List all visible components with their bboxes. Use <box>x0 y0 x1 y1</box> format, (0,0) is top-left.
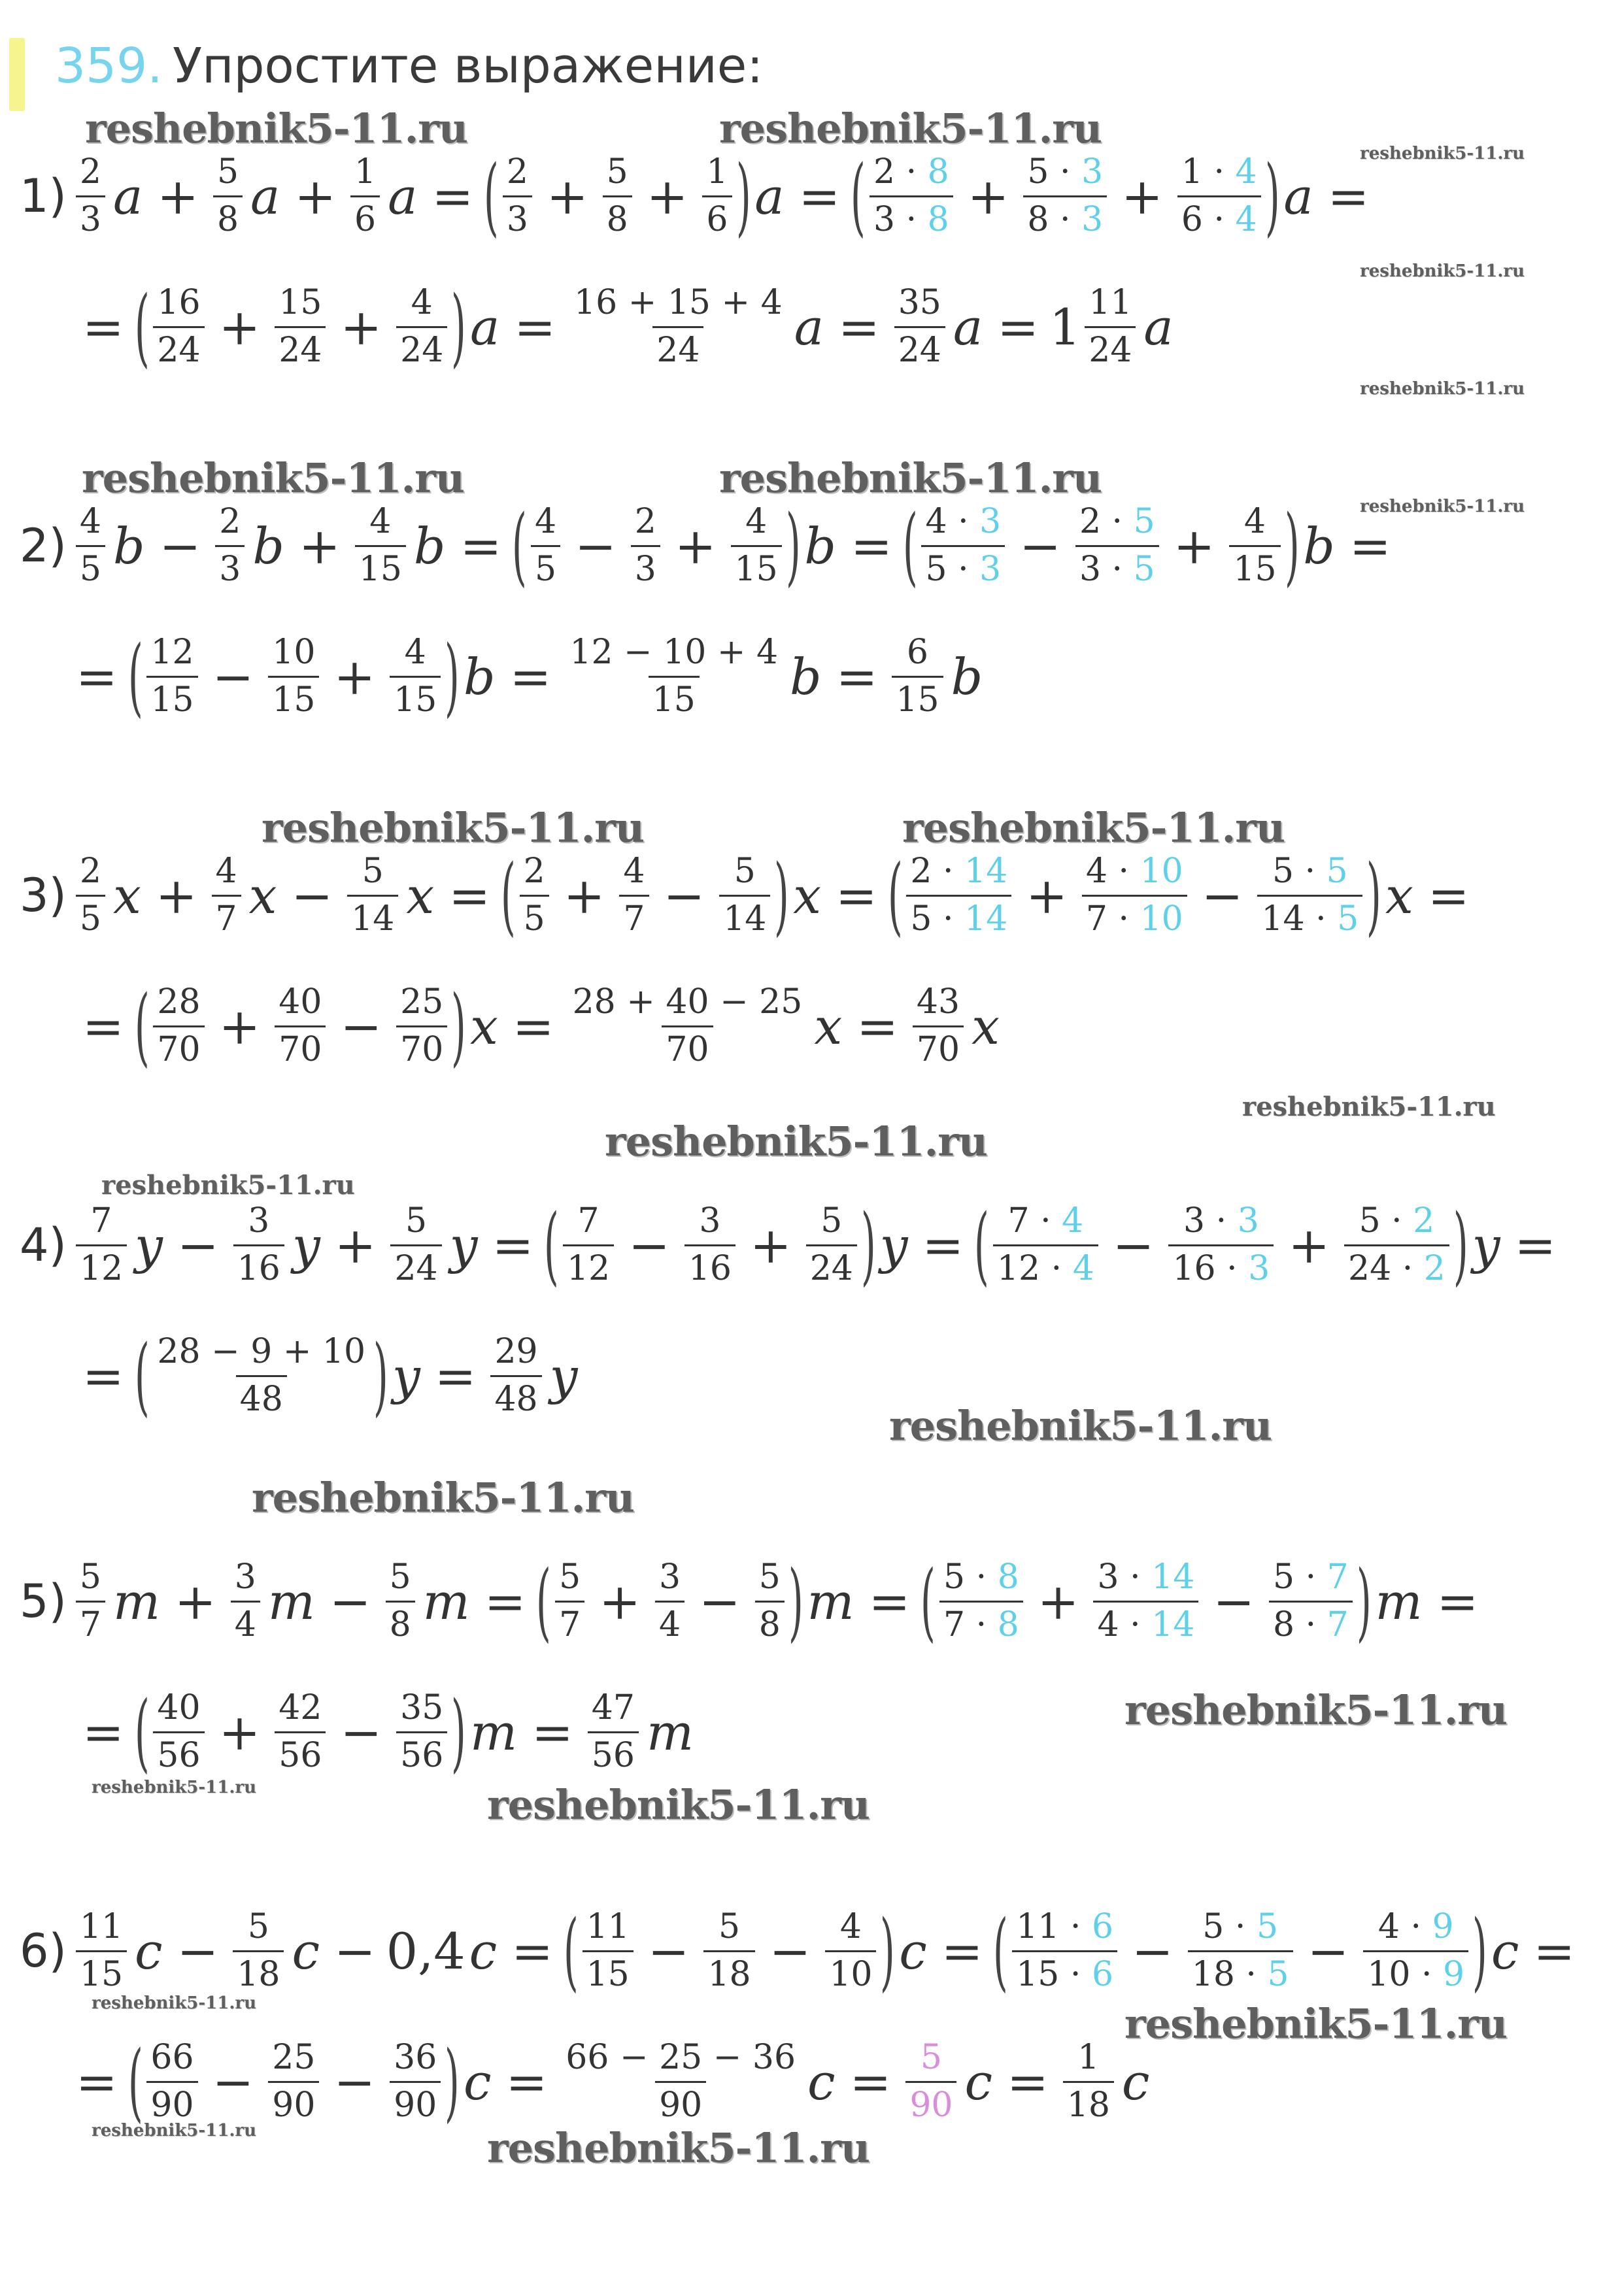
watermark: reshebnik5-11.ru <box>82 454 464 502</box>
solution-line-3b: = ( 28 70 + $\frac{40}{70}$ − $\frac{25}{70}$ ) x = $\frac{28 + 40 - 25}{70}$ x = $\frac{43}{70}$ x <box>82 976 1000 1076</box>
watermark: reshebnik5-11.ru <box>101 1170 355 1201</box>
watermark: reshebnik5-11.ru <box>902 804 1285 852</box>
watermark: reshebnik5-11.ru <box>1360 497 1525 516</box>
solution-line-6a: 6) 11 15 c − $\frac{5}{18}$ c − 0,4 c = ( 11 15 − $\frac{5}{18}$ − $\frac{4}{10}$ ) c = ( 11 · 6 15 · 6 − $\frac{5 \cdot 5}{18 \cdot 5}$ − $\frac{4 \cdot 9}{10 \cdot 9}$ ) c = <box>20 1901 1576 2001</box>
watermark: reshebnik5-11.ru <box>92 1778 257 1797</box>
watermark: reshebnik5-11.ru <box>1360 379 1525 399</box>
watermark: reshebnik5-11.ru <box>1360 144 1525 163</box>
header-accent-bar <box>9 38 25 111</box>
exercise-number: 359. <box>55 38 163 94</box>
solution-line-3a: 3) 2 5 x + $\frac{4}{7}$ x − $\frac{5}{14}$ x = ( 2 5 + $\frac{4}{7}$ − $\frac{5}{14}$ ) x = ( 2 · 14 5 · 14 + $\frac{4 \cdot 10}{7 \cdot 10}$ − $\frac{5 \cdot 5}{14 \cdot 5}$ ) x = <box>20 846 1470 945</box>
solution-line-5b: = ( 40 56 + $\frac{42}{56}$ − $\frac{35}{56}$ ) m = $\frac{47}{56}$ m <box>82 1682 694 1782</box>
watermark: reshebnik5-11.ru <box>1242 1091 1496 1122</box>
watermark: reshebnik5-11.ru <box>1124 1686 1507 1734</box>
watermark: reshebnik5-11.ru <box>605 1118 987 1165</box>
watermark: reshebnik5-11.ru <box>85 105 467 152</box>
watermark: reshebnik5-11.ru <box>262 804 644 852</box>
solution-line-1b: = ( 16 24 + $\frac{15}{24}$ + $\frac{4}{24}$ ) a = $\frac{16 + 15 + 4}{24}$ a = $\frac{35}{24}$ a = 1 11 24 a <box>82 277 1174 376</box>
watermark: reshebnik5-11.ru <box>719 454 1102 502</box>
watermark: reshebnik5-11.ru <box>92 2121 257 2140</box>
solution-line-4b: = ( 28 − 9 + 10 48 ) y = $\frac{29}{48}$ y <box>82 1326 578 1425</box>
solution-line-4a: 4) 7 12 y − $\frac{3}{16}$ y + $\frac{5}{24}$ y = ( 7 12 − $\frac{3}{16}$ + $\frac{5}{24}$ ) y = ( 7 · 4 12 · 4 − $\frac{3 \cdot 3}{16 \cdot 3}$ + $\frac{5 \cdot 2}{24 \cdot 2}$ ) y = <box>20 1195 1557 1295</box>
solution-line-6b: = ( 66 90 − $\frac{25}{90}$ − $\frac{36}{90}$ ) c = $\frac{66 - 25 - 36}{90}$ c = $\frac{5}{90}$ c = $\frac{1}{18}$ c <box>76 2032 1150 2131</box>
watermark: reshebnik5-11.ru <box>487 2124 870 2172</box>
watermark: reshebnik5-11.ru <box>719 105 1102 152</box>
exercise-title: Упростите выражение: <box>173 38 764 94</box>
watermark: reshebnik5-11.ru <box>92 1993 257 2013</box>
watermark: reshebnik5-11.ru <box>889 1402 1272 1450</box>
watermark: reshebnik5-11.ru <box>487 1781 870 1829</box>
watermark: reshebnik5-11.ru <box>1360 261 1525 281</box>
watermark: reshebnik5-11.ru <box>1124 2000 1507 2048</box>
exercise-header <box>0 31 915 111</box>
solution-line-5a: 5) 5 7 m + $\frac{3}{4}$ m − $\frac{5}{8}$ m = ( 5 7 + $\frac{3}{4}$ − $\frac{5}{8}$ ) m = ( 5 · 8 7 · 8 + $\frac{3 \cdot 14}{4 \cdot 14}$ − $\frac{5 \cdot 7}{8 \cdot 7}$ ) m = <box>20 1552 1479 1651</box>
watermark: reshebnik5-11.ru <box>252 1474 634 1522</box>
solution-line-2b: = ( 12 15 − $\frac{10}{15}$ + $\frac{4}{15}$ ) b = $\frac{12 - 10 + 4}{15}$ b = $\frac{6}{15}$ b <box>76 627 983 726</box>
solution-line-1a: 1) 2 3 a + $\frac{5}{8}$ a + $\frac{1}{6}$ a = ( 2 3 + $\frac{5}{8}$ + $\frac{1}{6}$ ) a = ( 2 · 8 3 · 8 + $\frac{5 \cdot 3}{8 \cdot 3}$ + $\frac{1 \cdot 4}{6 \cdot 4}$ ) a = <box>20 146 1370 246</box>
solution-line-2a: 2) 4 5 b − $\frac{2}{3}$ b + $\frac{4}{15}$ b = ( 4 5 − $\frac{2}{3}$ + $\frac{4}{15}$ ) b = ( 4 · 3 5 · 3 − $\frac{2 \cdot 5}{3 \cdot 5}$ + $\frac{4}{15}$ ) b = <box>20 496 1391 595</box>
